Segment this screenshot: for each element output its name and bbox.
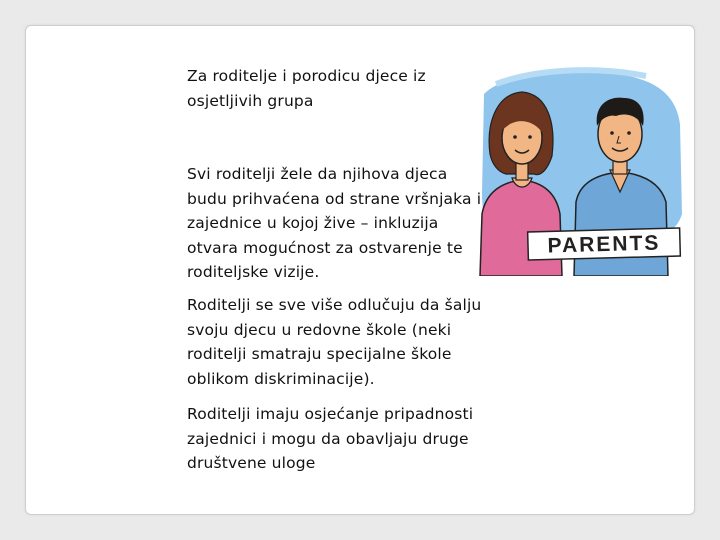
slide-heading: Za roditelje i porodicu djece iz osjetljivih grupa: [187, 67, 426, 110]
sign-text: PARENTS: [547, 231, 661, 258]
paragraph-regular-schools: Roditelji se sve više odlučuju da šalju svoju djecu u redovne škole (neki roditelji smatraju specijalne škole oblikom diskriminacije).: [187, 296, 482, 388]
paragraph-belonging: Roditelji imaju osjećanje pripadnosti zajednici i mogu da obavljaju druge društvene uloge: [187, 405, 474, 472]
parents-sign: [528, 228, 681, 260]
slide: [25, 25, 695, 515]
paragraph-inclusion: Svi roditelji žele da njihova djeca budu prihvaćena od strane vršnjaka i zajednice u kojoj žive – inkluzija otvara mogućnost za ostvarenje te roditeljske vizije.: [187, 165, 482, 281]
